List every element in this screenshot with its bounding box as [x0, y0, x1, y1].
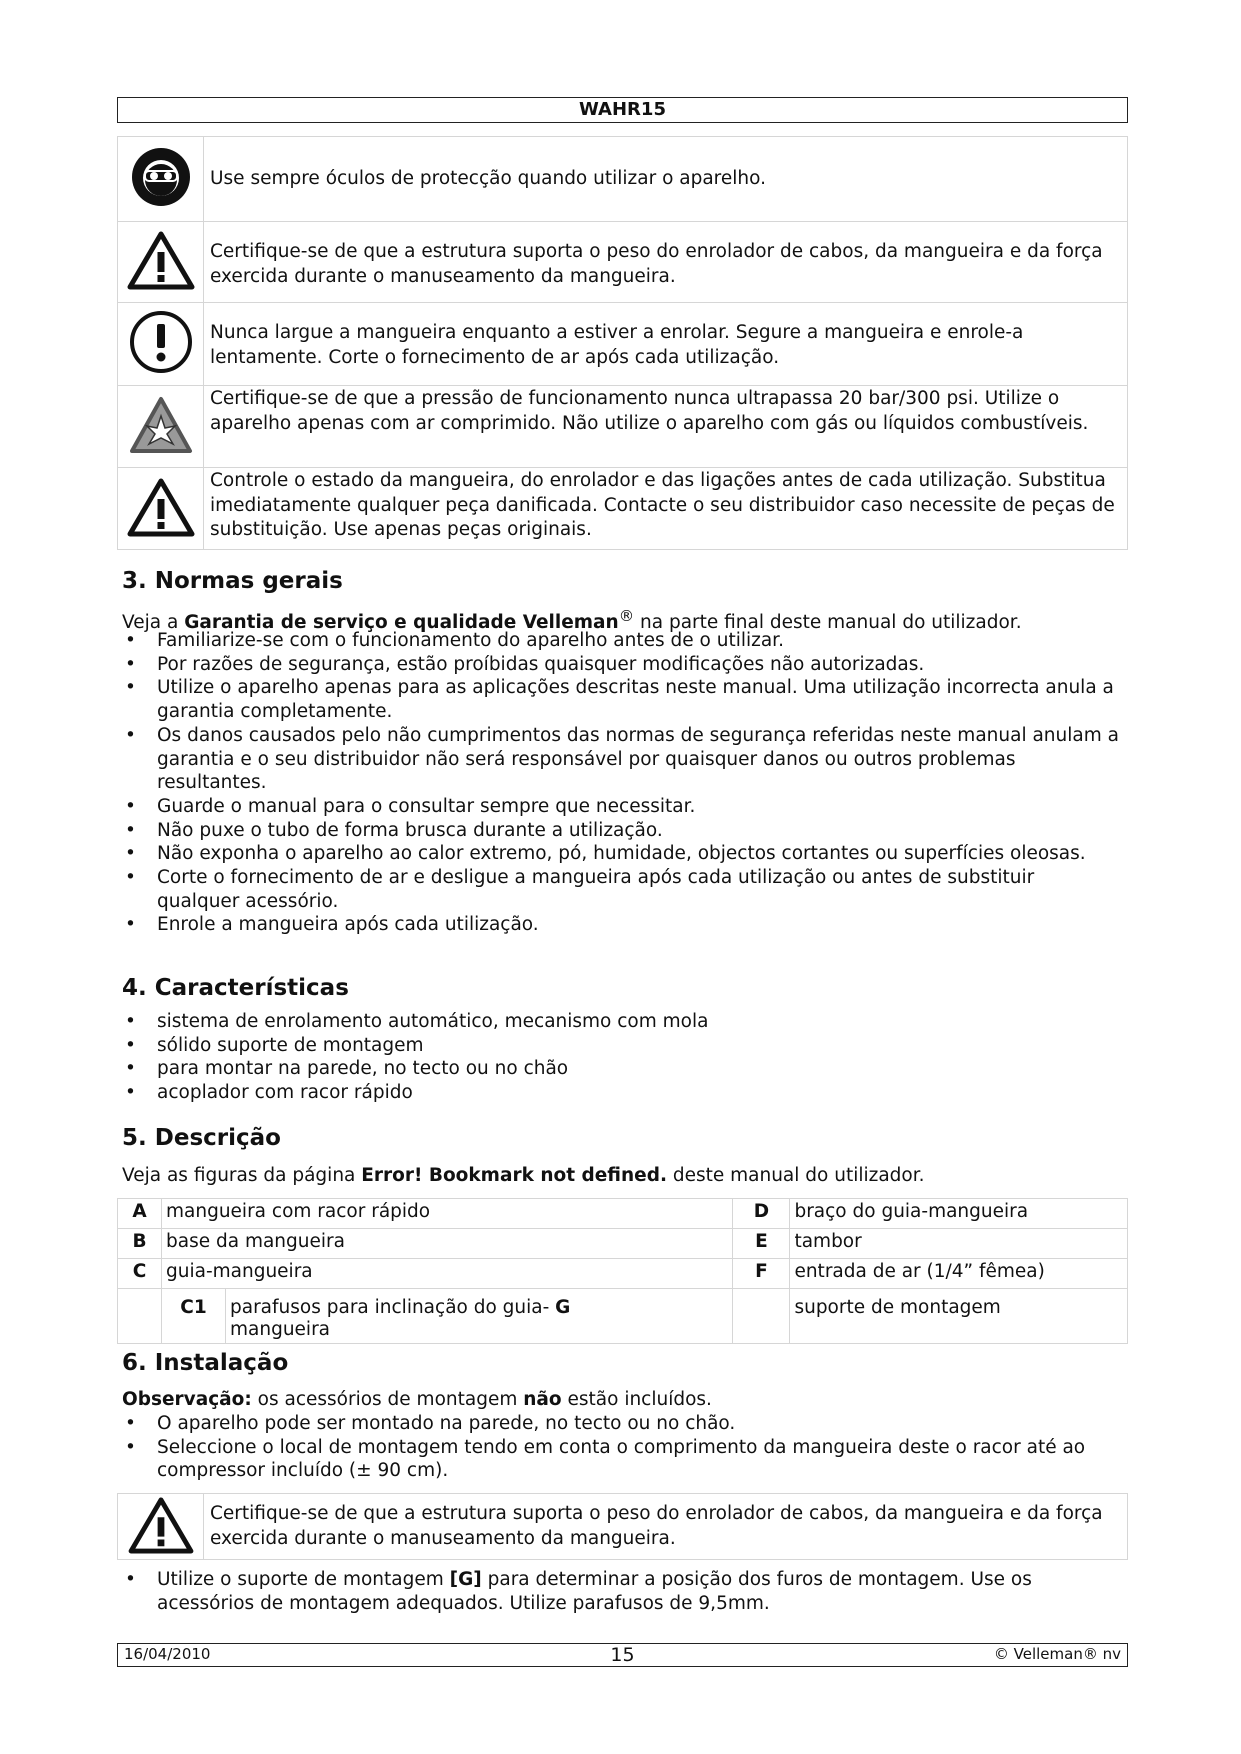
list-item: • sólido suporte de montagem — [122, 1034, 1122, 1058]
table-row: A mangueira com racor rápido D braço do guia-mangueira — [118, 1199, 1128, 1229]
list-item: • Por razões de segurança, estão proíbidas quaisquer modificações não autorizadas. — [122, 653, 1122, 677]
warning-triangle-icon — [118, 468, 204, 550]
warning-text: Controle o estado da mangueira, do enrolador e das ligações antes de cada utilização. Substitua imediatamente qualquer peça danificada. Contacte o seu distribuidor caso necessite de peças de substituição. Use apenas peças originais. — [210, 470, 1115, 540]
exclamation-circle-icon — [118, 303, 204, 386]
page-number: 15 — [610, 1644, 635, 1666]
table-row: C guia-mangueira F entrada de ar (1/4” fêmea) — [118, 1259, 1128, 1289]
footer-date: 16/04/2010 — [124, 1645, 211, 1663]
warning-row — [118, 137, 1128, 222]
warning-text: Use sempre óculos de protecção quando utilizar o aparelho. — [210, 167, 767, 189]
warning-row — [118, 386, 1128, 468]
section-3-intro: Veja a Garantia de serviço e qualidade Velleman® na parte final deste manual do utilizador. — [122, 607, 1022, 634]
list-item: • Familiarize-se com o funcionamento do aparelho antes de o utilizar. — [122, 629, 1122, 653]
list-item: • Os danos causados pelo não cumprimentos das normas de segurança referidas neste manual anulam a garantia e o seu distribuidor não será responsável por quaisquer danos ou outros problemas resultantes. — [122, 724, 1122, 795]
list-item: • acoplador com racor rápido — [122, 1081, 1122, 1105]
warning-row — [118, 468, 1128, 550]
safety-warnings-table — [117, 136, 1128, 550]
list-item: • Guarde o manual para o consultar sempre que necessitar. — [122, 795, 1122, 819]
section-5-title: 5. Descrição — [122, 1125, 281, 1151]
list-item: • Corte o fornecimento de ar e desligue a mangueira após cada utilização ou antes de substituir qualquer acessório. — [122, 866, 1122, 913]
list-item: • Seleccione o local de montagem tendo em conta o comprimento da mangueira deste o racor até ao compressor incluído (± 90 cm). — [122, 1436, 1122, 1483]
explosion-hazard-icon — [118, 386, 204, 468]
section-6-list — [122, 1412, 1122, 1483]
warning-triangle-icon — [118, 222, 204, 303]
warning-text: Certifique-se de que a pressão de funcionamento nunca ultrapassa 20 bar/300 psi. Utilize o aparelho apenas com ar comprimido. Não utilize o aparelho com gás ou líquidos combustíveis. — [210, 388, 1089, 434]
parts-description-table — [117, 1198, 1128, 1344]
table-row: B base da mangueira E tambor — [118, 1229, 1128, 1259]
footer-copyright: © Velleman® nv — [993, 1645, 1121, 1663]
section-3-list — [122, 629, 1122, 937]
list-item: • Utilize o aparelho apenas para as aplicações descritas neste manual. Uma utilização incorrecta anula a garantia completamente. — [122, 676, 1122, 723]
list-item: • Não exponha o aparelho ao calor extremo, pó, humidade, objectos cortantes ou superfícies oleosas. — [122, 842, 1122, 866]
section-5-intro: Veja as figuras da página Error! Bookmark not defined. deste manual do utilizador. — [122, 1165, 925, 1186]
table-row: C1 parafusos para inclinação do guia- G mangueira suporte de montagem — [118, 1289, 1128, 1344]
warning-row — [118, 1494, 1128, 1560]
section-4-title: 4. Características — [122, 975, 349, 1001]
list-item: • Não puxe o tubo de forma brusca durante a utilização. — [122, 819, 1122, 843]
page-footer — [117, 1643, 1128, 1667]
warranty-reference: Garantia de serviço e qualidade Velleman — [184, 612, 619, 634]
list-item: • para montar na parede, no tecto ou no chão — [122, 1057, 1122, 1081]
goggles-icon — [118, 137, 204, 222]
list-item: • Utilize o suporte de montagem [G] para determinar a posição dos furos de montagem. Use os acessórios de montagem adequados. Utilize parafusos de 9,5mm. — [122, 1568, 1122, 1615]
section-3-title: 3. Normas gerais — [122, 568, 343, 594]
warning-row — [118, 222, 1128, 303]
list-item: • O aparelho pode ser montado na parede, no tecto ou no chão. — [122, 1412, 1122, 1436]
list-item: • Enrole a mangueira após cada utilização. — [122, 913, 1122, 937]
section-4-list — [122, 1010, 1122, 1105]
model-name: WAHR15 — [579, 99, 666, 120]
warning-text: Nunca largue a mangueira enquanto a estiver a enrolar. Segure a mangueira e enrole-a lentamente. Corte o fornecimento de ar após cada utilização. — [210, 322, 1024, 368]
installation-note: Observação: os acessórios de montagem não estão incluídos. — [122, 1389, 712, 1410]
warning-triangle-icon — [118, 1494, 204, 1560]
warning-text: Certifique-se de que a estrutura suporta o peso do enrolador de cabos, da mangueira e da força exercida durante o manuseamento da mangueira. — [210, 241, 1103, 287]
page-header — [117, 97, 1128, 123]
warning-text: Certifique-se de que a estrutura suporta o peso do enrolador de cabos, da mangueira e da força exercida durante o manuseamento da mangueira. — [210, 1503, 1103, 1549]
section-6-title: 6. Instalação — [122, 1350, 289, 1376]
section-6-list-2 — [122, 1568, 1122, 1615]
installation-warning-table — [117, 1493, 1128, 1560]
bookmark-error: Error! Bookmark not defined. — [361, 1165, 667, 1186]
warning-row — [118, 303, 1128, 386]
list-item: • sistema de enrolamento automático, mecanismo com mola — [122, 1010, 1122, 1034]
